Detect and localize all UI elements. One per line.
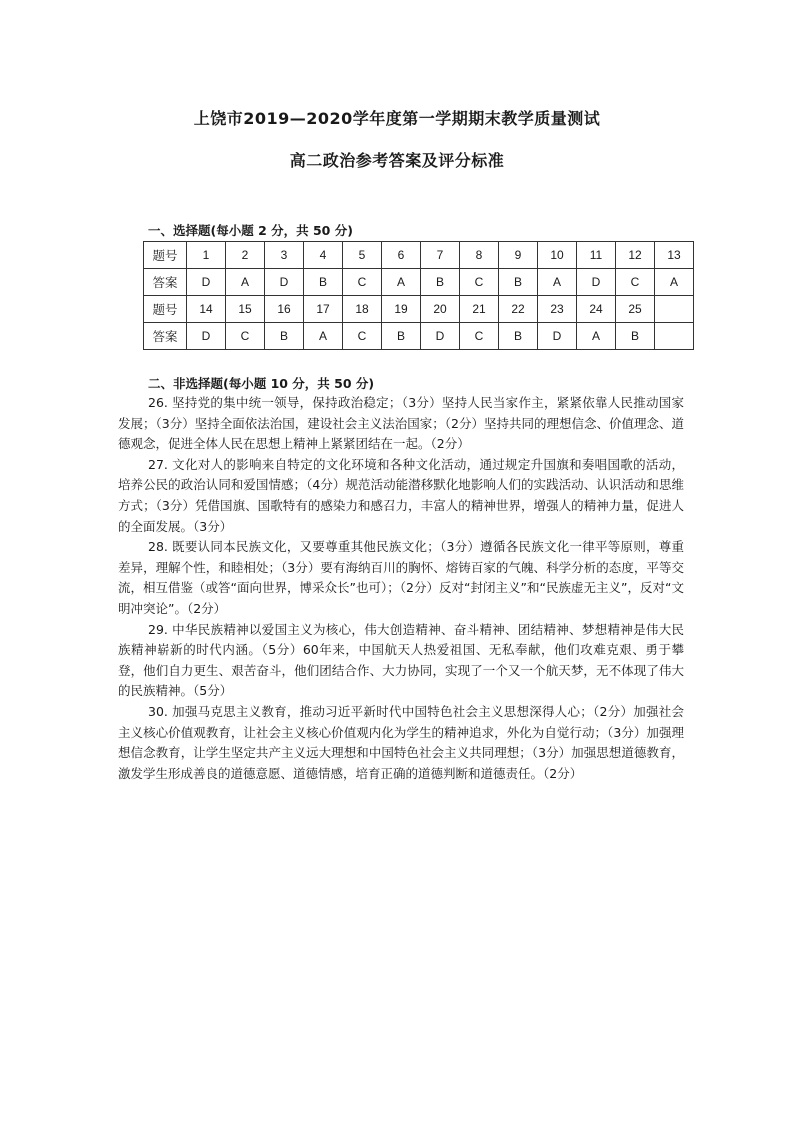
answer-cell: C [616,269,655,296]
answer-cell: D [265,269,304,296]
answer-cell: A [577,323,616,350]
question-number-cell: 4 [304,242,343,269]
row-label: 答案 [144,323,187,350]
question-number-cell: 6 [382,242,421,269]
question-number-cell: 10 [538,242,577,269]
answer-cell: B [616,323,655,350]
answer-cell: B [265,323,304,350]
question-number-cell: 20 [421,296,460,323]
question-number-cell: 19 [382,296,421,323]
answer-paragraph-30: 30. 加强马克思主义教育，推动习近平新时代中国特色社会主义思想深得人心；（2分）加强社会主义核心价值观教育，让社会主义核心价值观内化为学生的精神追求，外化为自觉行动；（3分）加强理想信念教育，让学生坚定共产主义远大理想和中国特色社会主义共同理想；（3分）加强思想道德教育，激发学生形成善良的道德意愿、道德情感，培育正确的道德判断和道德责任。（2分） [118,703,684,781]
answer-cell: D [577,269,616,296]
table-row [144,242,694,269]
answer-cell: C [343,269,382,296]
question-number-cell: 15 [226,296,265,323]
question-number-cell: 8 [460,242,499,269]
question-number-cell: 22 [499,296,538,323]
question-number-cell: 21 [460,296,499,323]
answer-cell: D [421,323,460,350]
question-number-cell: 1 [187,242,226,269]
section2-heading: 二、非选择题(每小题 10 分，共 50 分) [148,376,375,391]
answer-cell: C [226,323,265,350]
answer-cell: D [538,323,577,350]
row-label: 答案 [144,269,187,296]
answer-cell: A [304,323,343,350]
answer-cell: B [421,269,460,296]
answer-cell: A [655,269,694,296]
question-number-cell: 17 [304,296,343,323]
question-number-cell: 9 [499,242,538,269]
question-number-cell: 13 [655,242,694,269]
page-title: 上饶市2019—2020学年度第一学期期末教学质量测试 [193,109,601,128]
page-subtitle: 高二政治参考答案及评分标准 [289,151,505,170]
question-number-cell: 23 [538,296,577,323]
question-number-cell: 14 [187,296,226,323]
answer-cell: B [499,269,538,296]
answer-paragraph-27: 27. 文化对人的影响来自特定的文化环境和各种文化活动，通过规定升国旗和奏唱国歌的活动，培养公民的政治认同和爱国情感；（4分）规范活动能潜移默化地影响人们的实践活动、认识活动和思维方式；（3分）凭借国旗、国歌特有的感染力和感召力，丰富人的精神世界，增强人的精神力量，促进人的全面发展。（3分） [118,456,684,534]
answer-cell: B [499,323,538,350]
question-number-cell: 2 [226,242,265,269]
question-number-cell: 16 [265,296,304,323]
answer-paragraph-26: 26. 坚持党的集中统一领导，保持政治稳定；（3分）坚持人民当家作主，紧紧依靠人民推动国家发展；（3分）坚持全面依法治国，建设社会主义法治国家；（2分）坚持共同的理想信念、价值理念、道德观念，促进全体人民在思想上精神上紧紧团结在一起。（2分） [118,395,684,452]
question-number-cell: 25 [616,296,655,323]
question-number-cell: 7 [421,242,460,269]
question-number-cell: 11 [577,242,616,269]
question-number-cell: 24 [577,296,616,323]
answer-cell: B [382,323,421,350]
answer-cell: C [343,323,382,350]
answer-cell: D [187,323,226,350]
question-number-cell: 3 [265,242,304,269]
question-number-cell: 12 [616,242,655,269]
answer-cell: A [538,269,577,296]
table-row [144,269,694,296]
section1-heading: 一、选择题(每小题 2 分，共 50 分) [148,223,353,238]
question-number-cell [655,296,694,323]
answer-cell: A [226,269,265,296]
table-row [144,323,694,350]
answer-cell [655,323,694,350]
answer-cell: A [382,269,421,296]
question-number-cell: 18 [343,296,382,323]
row-label: 题号 [144,296,187,323]
answer-paragraph-28: 28. 既要认同本民族文化，又要尊重其他民族文化；（3分）遵循各民族文化一律平等原则，尊重差异，理解个性，和睦相处；（3分）要有海纳百川的胸怀、熔铸百家的气魄、科学分析的态度，平等交流，相互借鉴（或答“面向世界，博采众长”也可）；（2分）反对“封闭主义”和“民族虚无主义”，反对“文明冲突论”。（2分） [118,539,684,616]
answer-cell: D [187,269,226,296]
answer-cell: C [460,269,499,296]
answer-body [118,393,684,784]
question-number-cell: 5 [343,242,382,269]
answer-paragraph-29: 29. 中华民族精神以爱国主义为核心，伟大创造精神、奋斗精神、团结精神、梦想精神是伟大民族精神崭新的时代内涵。（5分）60年来，中国航天人热爱祖国、无私奉献，他们攻难克艰、勇于攀登，他们自力更生、艰苦奋斗，他们团结合作、大力协同，实现了一个又一个航天梦，无不体现了伟大的民族精神。（5分） [118,621,684,699]
answer-table [143,241,694,350]
answer-cell: C [460,323,499,350]
row-label: 题号 [144,242,187,269]
table-row [144,296,694,323]
answer-cell: B [304,269,343,296]
